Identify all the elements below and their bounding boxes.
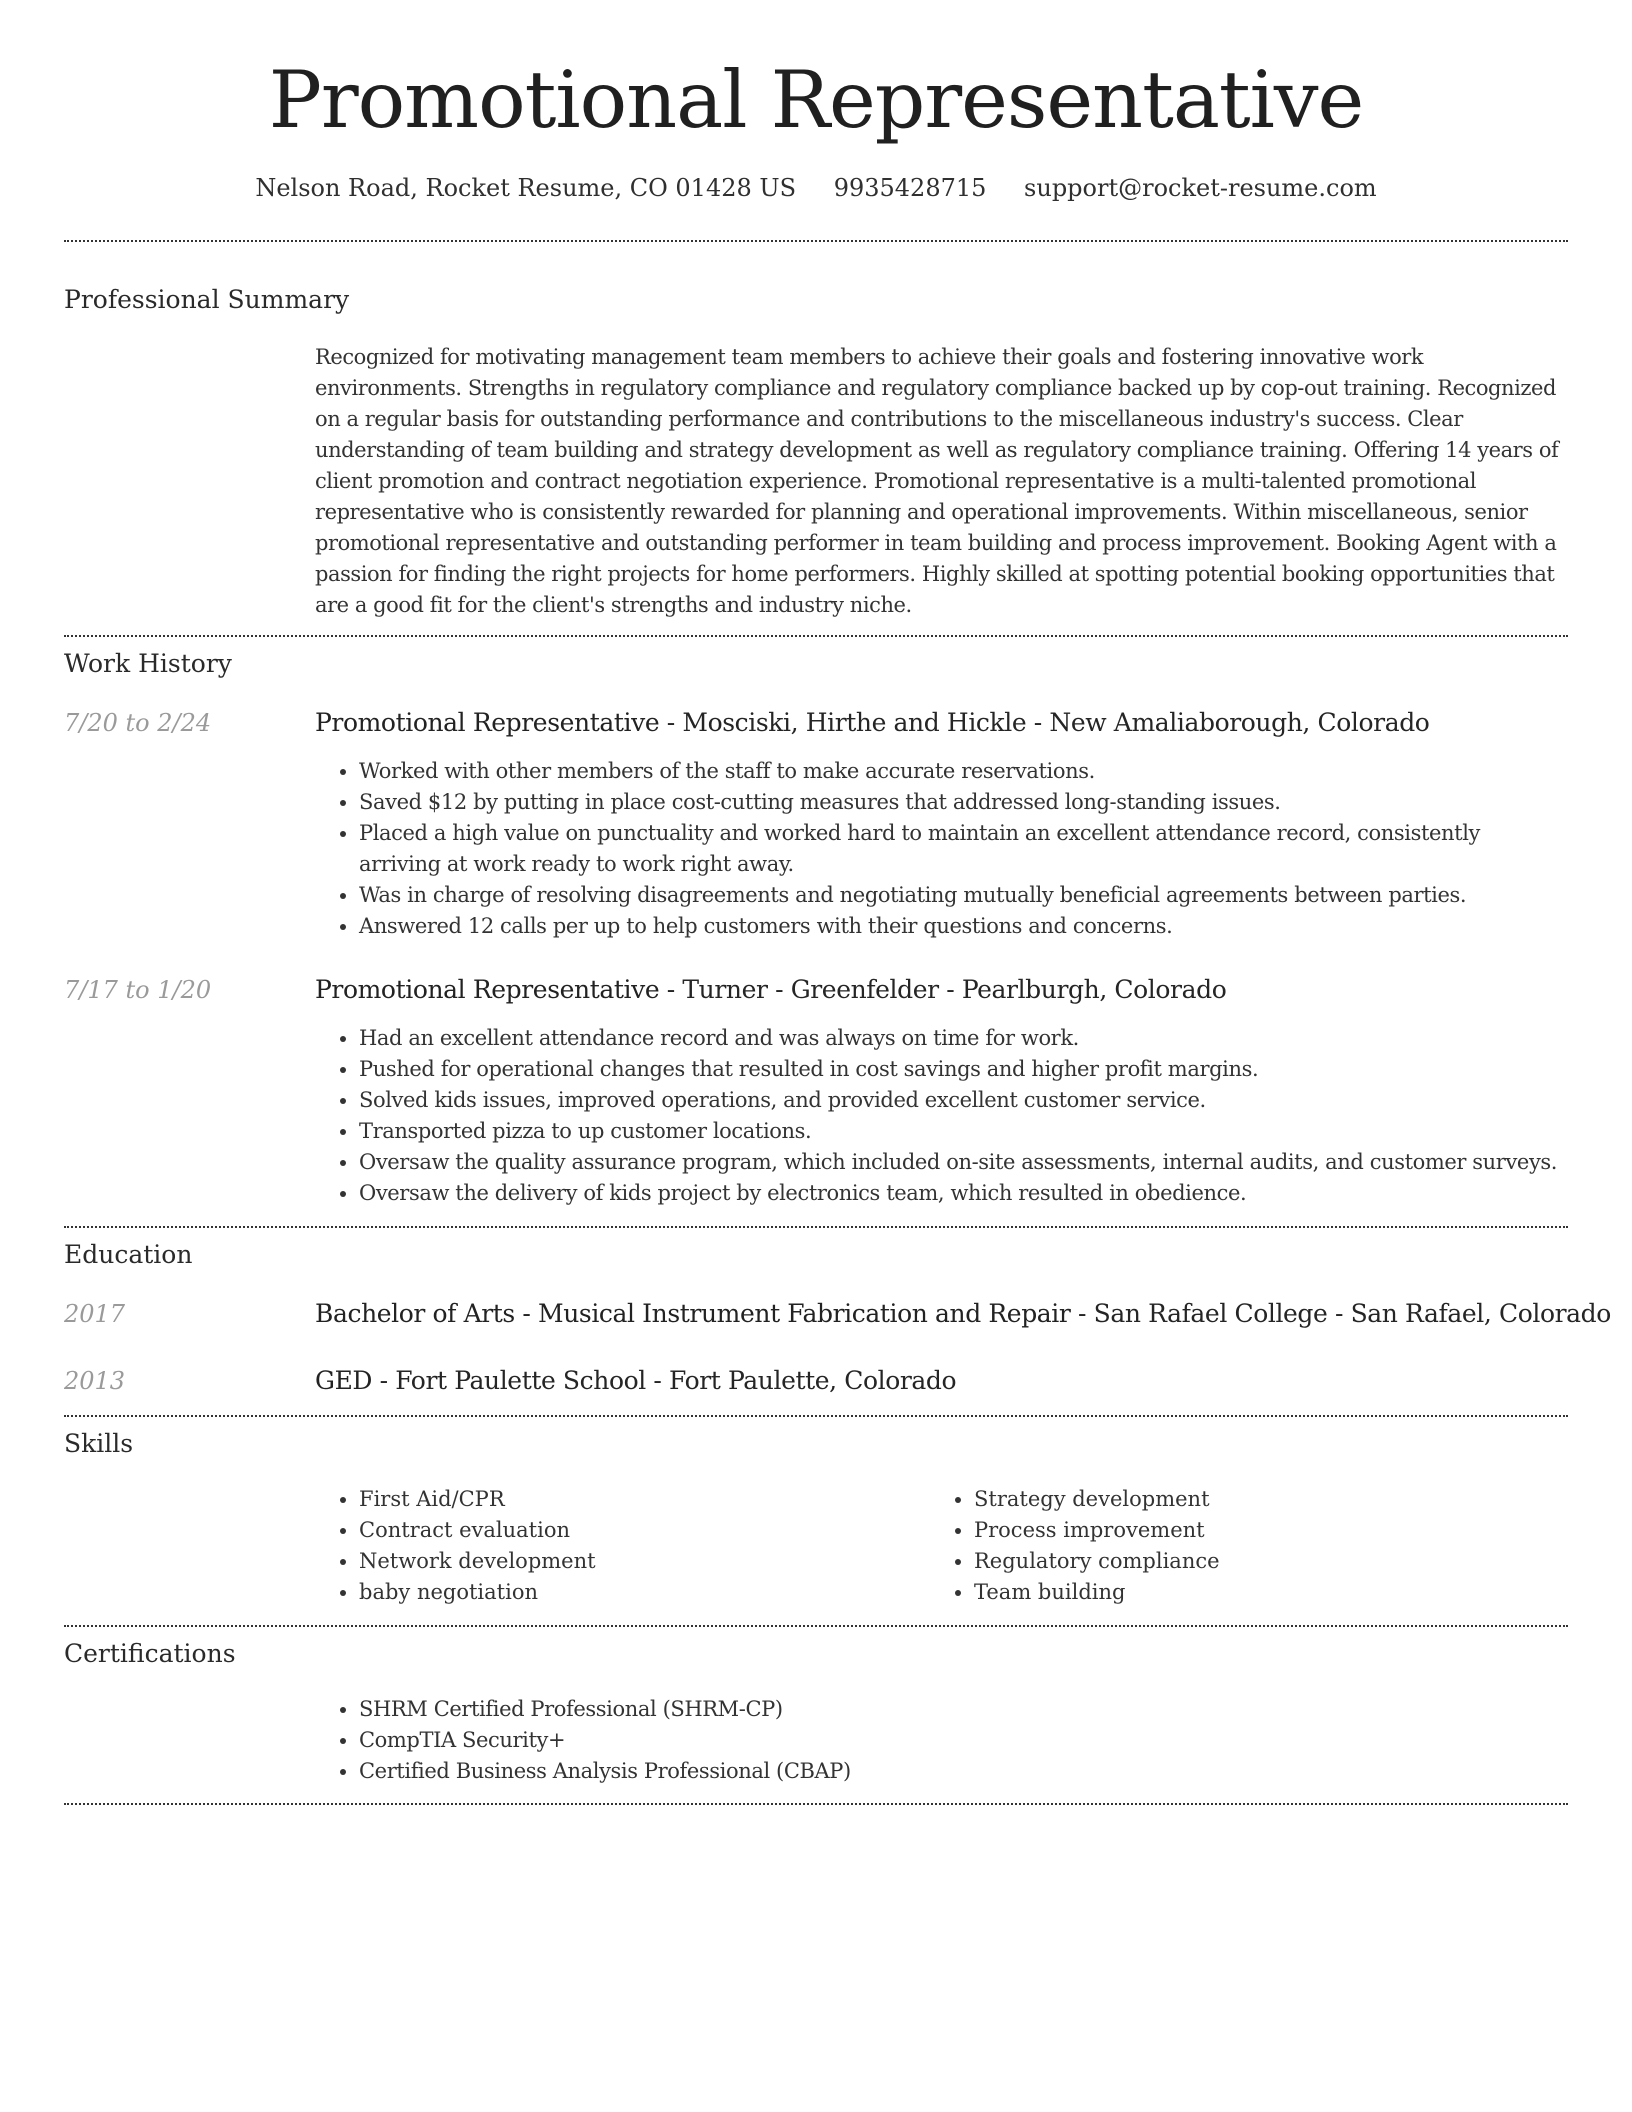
list-item: • Answered 12 calls per up to help customers with their questions and concerns. [359, 911, 1565, 942]
job-title: Promotional Representative [315, 708, 660, 737]
job-header [315, 973, 1226, 1007]
list-item: • Process improvement [974, 1515, 1490, 1546]
work-history-heading: Work History [64, 649, 232, 678]
email-text: support@rocket-resume.com [1024, 174, 1377, 202]
list-item: • CompTIA Security+ [359, 1725, 1565, 1756]
skills-heading: Skills [64, 1429, 134, 1458]
list-item: • Worked with other members of the staff to make accurate reservations. [359, 756, 1565, 787]
divider [64, 1803, 1568, 1805]
list-item: • Contract evaluation [359, 1515, 875, 1546]
list-item: • Oversaw the delivery of kids project by electronics team, which resulted in obedience. [359, 1178, 1565, 1209]
list-item: • Oversaw the quality assurance program, which included on-site assessments, internal audits, and customer surveys. [359, 1147, 1565, 1178]
job-title: Promotional Representative [315, 975, 660, 1004]
education-heading: Education [64, 1240, 193, 1269]
job-bullets [315, 1023, 1565, 1209]
skills-list-right [930, 1484, 1490, 1608]
divider [64, 240, 1568, 242]
list-item: • Regulatory compliance [974, 1546, 1490, 1577]
list-item: • Pushed for operational changes that resulted in cost savings and higher profit margins. [359, 1054, 1565, 1085]
divider [64, 1415, 1568, 1417]
job-employer-location: - Mosciski, Hirthe and Hickle - New Amaliaborough, Colorado [659, 708, 1430, 737]
education-entry [315, 1297, 1611, 1331]
divider [64, 1625, 1568, 1627]
list-item: • Solved kids issues, improved operations, and provided excellent customer service. [359, 1085, 1565, 1116]
education-entry [315, 1364, 956, 1398]
education-year: 2017 [64, 1300, 126, 1328]
degree-text: GED [315, 1366, 373, 1395]
contact-line [0, 171, 1632, 205]
divider [64, 1226, 1568, 1228]
job-employer-location: - Turner - Greenfelder - Pearlburgh, Colorado [659, 975, 1227, 1004]
summary-heading: Professional Summary [64, 285, 350, 314]
address-text: Nelson Road, Rocket Resume, CO 01428 US [255, 174, 797, 202]
list-item: • Had an excellent attendance record and was always on time for work. [359, 1023, 1565, 1054]
list-item: • Team building [974, 1577, 1490, 1608]
divider [64, 635, 1568, 637]
list-item: • Was in charge of resolving disagreements and negotiating mutually beneficial agreements between parties. [359, 880, 1565, 911]
skills-list-left [315, 1484, 875, 1608]
degree-text: Bachelor of Arts - Musical Instrument Fabrication and Repair [315, 1299, 1071, 1328]
certifications-list [315, 1694, 1565, 1787]
list-item: • Strategy development [974, 1484, 1490, 1515]
list-item: • First Aid/CPR [359, 1484, 875, 1515]
list-item: • Network development [359, 1546, 875, 1577]
phone-text: 9935428715 [833, 174, 987, 202]
list-item: • Saved $12 by putting in place cost-cutting measures that addressed long-standing issues. [359, 787, 1565, 818]
list-item: • Transported pizza to up customer locations. [359, 1116, 1565, 1147]
list-item: • Placed a high value on punctuality and worked hard to maintain an excellent attendance record, consistently arriving at work ready to work right away. [359, 818, 1565, 880]
job-header [315, 706, 1429, 740]
education-year: 2013 [64, 1367, 126, 1395]
list-item: • SHRM Certified Professional (SHRM-CP) [359, 1694, 1565, 1725]
school-location: - San Rafael College - San Rafael, Colorado [1070, 1299, 1611, 1328]
school-location: - Fort Paulette School - Fort Paulette, Colorado [372, 1366, 957, 1395]
job-dates: 7/20 to 2/24 [64, 709, 212, 737]
certifications-heading: Certifications [64, 1639, 236, 1668]
job-bullets [315, 756, 1565, 942]
summary-text: Recognized for motivating management team members to achieve their goals and fostering innovative work environments. Strengths in regulatory compliance and regulatory compliance backed up by cop-out training. Recognized on a regular basis for outstanding performance and contributions to the miscellaneous industry's success. Clear understanding of team building and strategy development as well as regulatory compliance training. Offering 14 years of client promotion and contract negotiation experience. Promotional representative is a multi-talented promotional representative who is consistently rewarded for planning and operational improvements. Within miscellaneous, senior promotional representative and outstanding performer in team building and process improvement. Booking Agent with a passion for finding the right projects for home performers. Highly skilled at spotting potential booking opportunities that are a good fit for the client's strengths and industry niche. [315, 345, 1559, 617]
job-dates: 7/17 to 1/20 [64, 976, 212, 1004]
list-item: • Certified Business Analysis Professional (CBAP) [359, 1756, 1565, 1787]
resume-title: Promotional Representative [268, 54, 1364, 146]
list-item: • baby negotiation [359, 1577, 875, 1608]
